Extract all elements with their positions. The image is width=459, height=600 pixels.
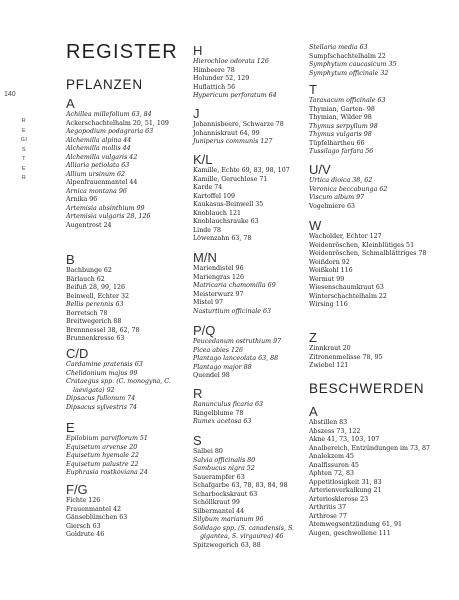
index-entry: Cardamine pratensis 63: [66, 361, 143, 368]
index-entry: Wirsing 116: [309, 301, 348, 308]
index-entry: Karde 74: [193, 184, 223, 191]
index-entry: Appetitlosigkeit 31, 83: [309, 478, 382, 486]
index-entry: Silbermantel 44: [193, 507, 245, 515]
entry-list: [66, 111, 184, 230]
index-entry: Arnica montana 96: [66, 187, 127, 195]
index-entry: Sauerampfer 63: [193, 473, 245, 481]
entry-list: [193, 58, 305, 101]
index-entry: Alchemilla vulgaris 42: [66, 153, 138, 161]
index-entry: Quendel 98: [193, 372, 230, 379]
index-entry: Thymus serpyllum 98: [309, 122, 378, 130]
index-entry: Artemisia vulgaris 28, 126: [66, 213, 151, 220]
index-entry: Scharbockskraut 63: [193, 490, 258, 498]
index-entry: Sambucus nigra 52: [193, 465, 255, 472]
index-entry: Bärlauch 62: [66, 275, 105, 283]
letter-heading: H: [193, 43, 203, 58]
index-entry: Silybum marianum 96: [193, 516, 264, 523]
index-entry: Bachbunge 62: [66, 267, 112, 274]
index-entry: Johanniskraut 64, 99: [193, 129, 260, 137]
index-entry: Mariengras 126: [193, 273, 245, 281]
index-entry: Viscum album 97: [309, 194, 365, 201]
letter-heading: B: [66, 252, 75, 267]
index-entry: Knoblauchsrauke 63: [193, 218, 259, 225]
side-label: REGISTER: [20, 118, 28, 181]
index-entry: Equisetum arvense 20: [66, 443, 138, 451]
index-entry: Giersch 63: [66, 522, 101, 530]
index-entry: Frauenmantel 42: [66, 505, 122, 513]
index-entry: Veronica beccabunga 62: [309, 185, 388, 193]
index-entry: Dipsacus fullonum 74: [66, 395, 136, 402]
entry-list: [309, 345, 449, 371]
index-entry: Thymus vulgaris 98: [309, 131, 372, 138]
letter-heading: Z: [309, 330, 317, 345]
index-entry: Weidenröschen, Schmalblättriges 78: [309, 250, 427, 257]
entry-list: [66, 497, 184, 540]
index-entry: Winterschachtelhalm 22: [309, 292, 387, 300]
entry-list: [309, 233, 449, 310]
complaints-heading: BESCHWERDEN: [309, 381, 425, 396]
index-entry: Weidenröschen, Kleinblütiges 51: [309, 241, 415, 249]
index-entry: Beinwell, Echter 32: [66, 292, 130, 300]
index-entry: Atemwegsentzündung 61, 91: [309, 521, 402, 528]
letter-heading: E: [66, 420, 75, 435]
index-entry: Schöllkraut 99: [193, 499, 240, 506]
index-entry: Kartoffel 109: [193, 192, 236, 200]
entry-list: [193, 121, 305, 147]
index-entry: Peucedanum ostruthium 97: [193, 338, 282, 345]
letter-heading: J: [193, 106, 200, 121]
letter-heading: S: [193, 433, 202, 448]
index-entry: Vogelmiere 63: [309, 202, 355, 210]
entry-list: [309, 44, 449, 78]
index-entry: Urtica dioica 38, 62: [309, 177, 373, 184]
index-entry: Zitronenmelisse 78, 95: [309, 353, 383, 361]
index-entry: Linde 78: [193, 226, 222, 234]
index-entry: Alchemilla mollis 44: [66, 145, 131, 152]
index-entry: Arnika 96: [66, 196, 98, 203]
index-entry: Plantago lanceolata 63, 88: [193, 355, 279, 362]
index-entry: Arthrose 77: [309, 512, 347, 520]
index-entry: Holunder 52, 129: [193, 75, 250, 82]
index-entry: Weißkohl 116: [309, 267, 353, 274]
entry-list: [309, 97, 449, 157]
index-entry: Johannisbeere, Schwarze 78: [193, 121, 284, 128]
index-entry: Beifuß 28, 99, 126: [66, 284, 126, 291]
letter-heading: M/N: [193, 250, 217, 265]
index-entry: Breitwegerich 88: [66, 318, 122, 325]
entry-list: [309, 419, 449, 538]
index-entry: Knoblauch 121: [193, 209, 242, 217]
index-entry: Kamille, Echte 69, 83, 98, 107: [193, 167, 290, 174]
index-entry: Plantago major 88: [193, 363, 252, 371]
index-entry: Rumex acetosa 63: [193, 418, 252, 425]
index-entry: Mariendistel 96: [193, 265, 244, 272]
index-entry: Solidago spp. (S. canadensis, S. gigantea, S. virgaurea) 46: [193, 524, 295, 540]
index-entry: Hypericum perforatum 64: [193, 92, 277, 99]
index-entry: Gänseblümchen 63: [66, 514, 128, 521]
entry-list: [309, 177, 449, 211]
index-entry: Symphytum caucasicum 35: [309, 61, 397, 68]
index-entry: Analbereich, Entzündungen im 73, 87: [309, 444, 431, 452]
index-entry: Taraxacum officinale 63: [309, 97, 386, 104]
index-entry: Ackerschachtelhalm 20, 51, 109: [66, 119, 169, 127]
index-entry: Löwenzahn 63, 78: [193, 235, 252, 242]
index-entry: Equisetum hyemale 22: [66, 452, 140, 459]
index-entry: Picea abies 126: [193, 346, 244, 354]
entry-list: [193, 338, 305, 381]
index-entry: Analfissuren 45: [309, 461, 359, 469]
entry-list: [193, 401, 305, 427]
letter-heading: F/G: [66, 482, 88, 497]
index-entry: Achillea millefolium 63, 84: [66, 111, 152, 118]
index-entry: Tüpfelhartheu 66: [309, 139, 365, 147]
index-entry: Wermut 99: [309, 275, 345, 283]
entry-list: [193, 448, 305, 550]
index-entry: Salvia officinalis 80: [193, 456, 256, 464]
letter-heading: U/V: [309, 162, 331, 177]
index-entry: Nasturtium officinale 63: [193, 307, 272, 315]
index-entry: Bellis perennis 63: [66, 301, 124, 308]
index-entry: Epilobium parviflorum 51: [66, 435, 148, 442]
index-entry: Abszess 73, 122: [309, 427, 361, 435]
entry-list: [193, 167, 305, 244]
index-entry: Meisterwurz 97: [193, 290, 244, 298]
entry-list: [66, 267, 184, 344]
index-entry: Arteriosklerose 23: [309, 495, 369, 503]
letter-heading: A: [66, 96, 75, 111]
letter-heading: A: [309, 404, 318, 419]
index-entry: Thymian, Wilder 98: [309, 114, 372, 121]
entry-list: [193, 265, 305, 316]
index-entry: Goldrute 46: [66, 531, 105, 538]
index-entry: Equisetum palustre 22: [66, 460, 139, 468]
index-entry: Arthritis 37: [309, 504, 346, 511]
index-entry: Analekzem 45: [309, 453, 354, 460]
page-title: REGISTER: [66, 41, 178, 63]
index-entry: Aphten 72, 83: [309, 470, 354, 477]
index-entry: Artemisia absinthium 99: [66, 204, 145, 212]
index-entry: Weißdorn 92: [309, 258, 350, 266]
index-entry: Allium ursinum 62: [66, 170, 126, 178]
index-entry: Alchemilla alpina 44: [66, 136, 132, 144]
letter-heading: T: [309, 82, 317, 97]
index-entry: Euphrasia rostkoviana 24: [66, 469, 148, 476]
index-entry: Arterienverkalkung 21: [309, 487, 382, 494]
index-entry: Wiesenschaumkraut 63: [309, 284, 384, 291]
index-entry: Abstillen 83: [309, 419, 348, 426]
index-entry: Matricaria chamomilla 69: [193, 282, 276, 289]
index-entry: Hierochloe odorata 126: [193, 58, 269, 65]
entry-list: [66, 435, 184, 478]
index-entry: Brennnessel 38, 62, 78: [66, 326, 140, 334]
index-entry: Dipsacus sylvestris 74: [66, 403, 138, 411]
entry-list: [66, 361, 184, 412]
index-entry: Mistel 97: [193, 299, 223, 306]
index-entry: Schafgarbe 63, 78, 83, 84, 98: [193, 482, 288, 489]
index-entry: Zwiebel 121: [309, 362, 349, 369]
index-entry: Alpenfrauenmantel 44: [66, 179, 138, 186]
index-entry: Thymian, Garten- 98: [309, 105, 375, 113]
index-entry: Borretsch 78: [66, 309, 108, 317]
index-entry: Augentrost 24: [66, 221, 112, 229]
index-entry: Zinnkraut 20: [309, 345, 351, 352]
index-entry: Huflattich 56: [193, 83, 236, 91]
plants-heading: PFLANZEN: [66, 77, 143, 92]
index-entry: Stellaria media 63: [309, 44, 368, 51]
page-number: 140: [4, 91, 16, 98]
index-entry: Augen, geschwollene 111: [309, 529, 391, 537]
index-entry: Himbeere 78: [193, 66, 235, 74]
index-entry: Ringelblume 78: [193, 409, 244, 417]
index-entry: Spitzwegerich 63, 88: [193, 541, 261, 549]
index-entry: Symphytum officinale 32: [309, 69, 389, 77]
index-entry: Salbei 80: [193, 448, 223, 455]
letter-heading: P/Q: [193, 323, 216, 338]
index-entry: Brunnenkresse 63: [66, 335, 125, 342]
index-entry: Kamille, Geruchlose 71: [193, 175, 268, 183]
letter-heading: C/D: [66, 346, 89, 361]
index-entry: Chelidonium majus 99: [66, 369, 138, 377]
index-entry: Wacholder, Echter 127: [309, 233, 382, 240]
index-entry: Ranunculus ficaria 63: [193, 401, 263, 408]
letter-heading: W: [309, 218, 322, 233]
index-entry: Akne 41, 73, 103, 107: [309, 436, 380, 443]
index-entry: Alliaria petiolata 63: [66, 162, 130, 169]
index-entry: Crataegus spp. (C. monogyna, C. laevigata) 92: [66, 378, 171, 394]
index-entry: Kaukasus-Beinwell 35: [193, 201, 264, 208]
letter-heading: R: [193, 386, 203, 401]
index-entry: Tussilago farfara 56: [309, 148, 374, 155]
letter-heading: K/L: [193, 152, 213, 167]
index-entry: Juniperus communis 127: [193, 138, 273, 145]
index-entry: Sumpfschachtelhalm 22: [309, 52, 386, 60]
index-entry: Aegopodium podagraria 63: [66, 128, 154, 135]
index-entry: Fichte 126: [66, 497, 101, 504]
